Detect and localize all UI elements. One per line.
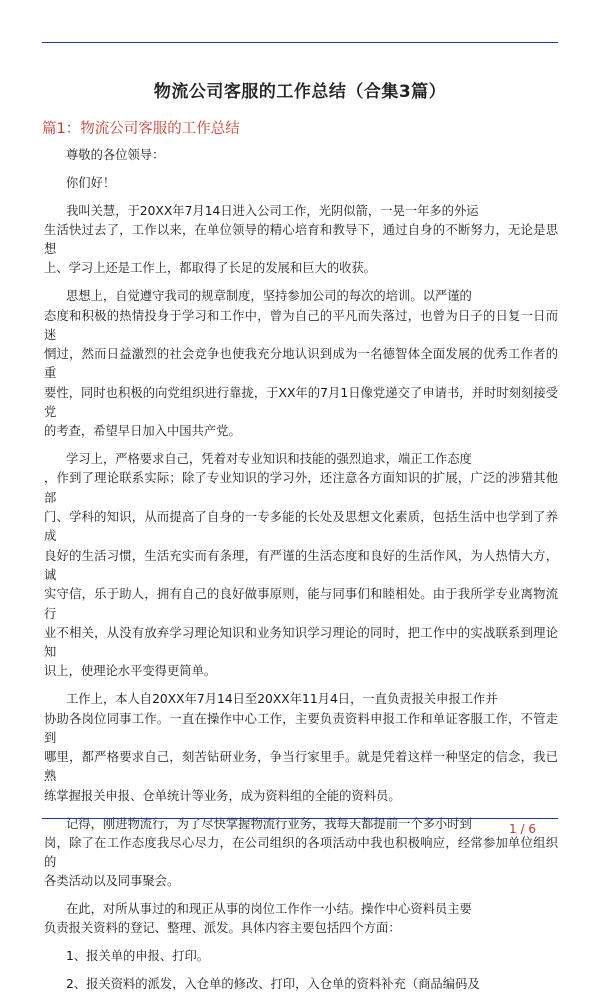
paragraph-first-line: 在此，对所从事过的和现正从事的岗位工作作一小结。操作中心资料员主要 — [66, 902, 472, 917]
paragraph-line: 负责报关资料的登记、整理、派发。具体内容主要包括四个方面： — [44, 921, 401, 936]
paragraph-line: 实守信，乐于助人，拥有自己的良好做事原则，能与同事们和睦相处。由于我所学专业离物流行 — [44, 587, 558, 621]
paragraph-first-line: 学习上，严格要求自己，凭着对专业知识和技能的强烈追求，端正工作态度 — [66, 452, 472, 467]
body-paragraph — [44, 815, 558, 892]
body-paragraph — [44, 690, 558, 806]
paragraph-line: 良好的生活习惯，生活充实而有条理，有严谨的生活态度和良好的生活作风，为人热情大方，诚 — [44, 548, 558, 582]
paragraph-first-line: 2、报关资料的派发，入仓单的修改、打印，入仓单的资料补充（商品编码及 — [66, 977, 480, 992]
paragraph-first-line: 你们好！ — [66, 175, 116, 190]
document-title: 物流公司客服的工作总结（合集3篇） — [153, 82, 447, 102]
paragraph-line: 识上，使理论水平变得更简单。 — [44, 664, 217, 679]
paragraph-first-line: 思想上，自觉遵守我司的规章制度，坚持参加公司的每次的培训。以严谨的 — [66, 289, 472, 304]
body-paragraph — [44, 975, 558, 994]
page-indicator: 1 / 6 — [509, 822, 536, 836]
section-heading: 篇1：物流公司客服的工作总结 — [42, 121, 240, 137]
paragraph-line: 练掌握报关申报、仓单统计等业务，成为资料组的全能的资料员。 — [44, 788, 401, 803]
paragraph-line: 业不相关，从没有放弃学习理论知识和业务知识学习理论的同时，把工作中的实战联系到理论知 — [44, 625, 558, 660]
body-paragraph — [44, 450, 558, 682]
paragraph-line: 态度和积极的热情投身于学习和工作中，曾为自己的平凡而失落过，也曾为日子的日复一日而迷 — [44, 308, 558, 342]
paragraph-line: 岗，除了在工作态度我尽心尽力，在公司组织的各项活动中我也积极响应，经常参加单位组织的 — [44, 835, 558, 870]
body-paragraph — [44, 146, 558, 165]
paragraph-line: 哪里，都严格要求自己，刻苦钻研业务，争当行家里手。就是凭着这样一种坚定的信念，我已熟 — [44, 750, 558, 784]
body-paragraph — [44, 174, 558, 193]
body-paragraph — [44, 202, 558, 279]
footer-divider — [42, 818, 558, 819]
header-divider — [42, 42, 558, 43]
paragraph-line: 惘过，然而日益激烈的社会竞争也使我充分地认识到成为一名德智体全面发展的优秀工作者的重 — [44, 347, 558, 381]
body-paragraph — [44, 947, 558, 966]
paragraph-line: 的考查，希望早日加入中国共产党。 — [44, 424, 241, 439]
body-paragraph — [44, 900, 558, 939]
paragraph-first-line: 记得，刚进物流行，为了尽快掌握物流行业务，我每天都提前一个多小时到 — [66, 816, 472, 831]
paragraph-line: 门、学科的知识，从而提高了自身的一专多能的长处及思想文化素质，包括生活中也学到了养成 — [44, 510, 558, 544]
paragraph-line: ，作到了理论联系实际；除了专业知识的学习外，还注意各方面知识的扩展，广泛的涉猎其他部 — [44, 471, 558, 505]
paragraph-line: 要性，同时也积极的向党组织进行靠拢，于XX年的7月1日像党递交了申请书，并时时刻刻接受党 — [44, 385, 558, 420]
paragraph-first-line: 工作上，本人自20XX年7月14日至20XX年11月4日，一直负责报关申报工作并 — [66, 692, 498, 707]
paragraph-line: 生活快过去了，工作以来，在单位领导的精心培育和教导下，通过自身的不断努力，无论是思想 — [44, 222, 558, 257]
paragraph-line: 协助各岗位同事工作。一直在操作中心工作，主要负责资料申报工作和单证客服工作，不管走到 — [44, 711, 558, 745]
paragraph-line: 各类活动以及同事聚会。 — [44, 874, 180, 889]
body-paragraph — [44, 287, 558, 441]
paragraph-first-line: 尊敬的各位领导： — [66, 148, 165, 162]
paragraph-line: 上、学习上还是工作上，都取得了长足的发展和巨大的收获。 — [44, 261, 377, 276]
paragraph-first-line: 1、报关单的申报、打印。 — [66, 949, 210, 964]
document-body — [44, 146, 558, 1003]
paragraph-first-line: 我叫关慧，于20XX年7月14日进入公司工作，光阴似箭，一晃一年多的外运 — [66, 203, 479, 218]
